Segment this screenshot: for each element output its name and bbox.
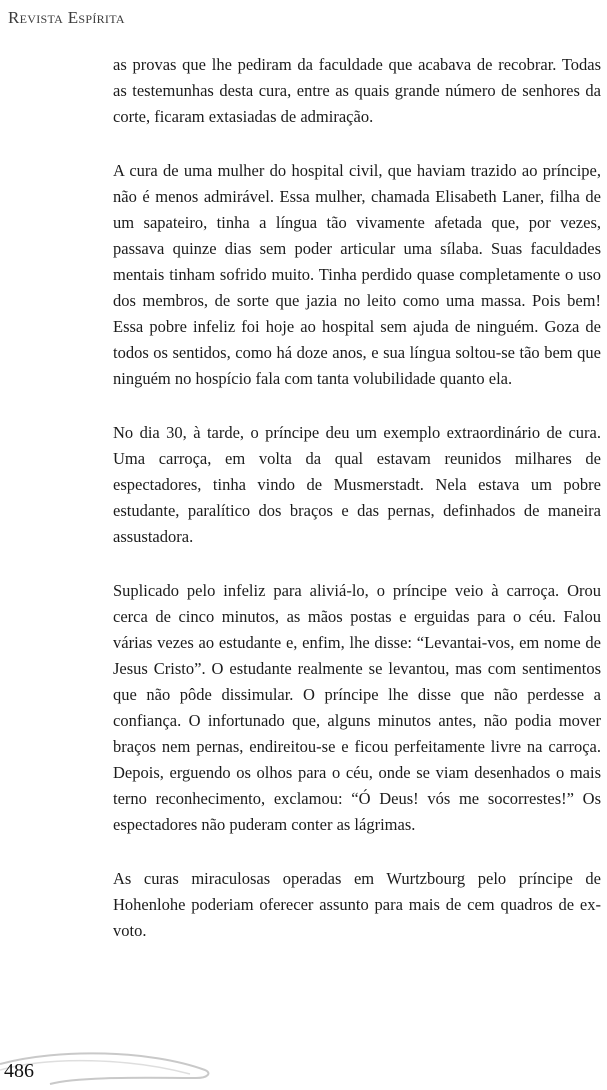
paragraph-5: As curas miraculosas operadas em Wurtzbourg pelo príncipe de Hohenlohe poderiam oferecer assunto para mais de cem quadros de ex-voto. <box>113 869 601 940</box>
paragraph-3: No dia 30, à tarde, o príncipe deu um exemplo extraordinário de cura. Uma carroça, em volta da qual estavam reunidos milhares de espectadores, tinha vindo de Musmerstadt. Nela estava um pobre estudante, paralítico dos braços e das pernas, definhados de maneira assustadora. <box>113 423 601 546</box>
running-header: Revista Espírita <box>8 8 125 27</box>
page-swoosh-ornament <box>0 1040 240 1090</box>
paragraph-2: A cura de uma mulher do hospital civil, que haviam trazido ao príncipe, não é menos admirável. Essa mulher, chamada Elisabeth Laner, filha de um sapateiro, tinha a língua tão vivamente afetada que, por vezes, passava quinze dias sem poder articular uma sílaba. Suas faculdades mentais tinham sofrido muito. Tinha perdido quase completamente o uso dos membros, de sorte que jazia no leito como uma massa. Pois bem! Essa pobre infeliz foi hoje ao hospital sem ajuda de ninguém. Goza de todos os sentidos, como há doze anos, e sua língua soltou-se tão bem que ninguém no hospício fala com tanta volubilidade quanto ela. <box>113 161 601 388</box>
paragraph-1: as provas que lhe pediram da faculdade que acabava de recobrar. Todas as testemunhas desta cura, entre as quais grande número de senhores da corte, ficaram extasiadas de admiração. <box>113 55 601 126</box>
paragraph-4: Suplicado pelo infeliz para aliviá-lo, o príncipe veio à carroça. Orou cerca de cinco minutos, as mãos postas e erguidas para o céu. Falou várias vezes ao estudante e, enfim, lhe disse: “Levantai-vos, em nome de Jesus Cristo”. O estudante realmente se levantou, mas com sentimentos que não pôde dissimular. O príncipe lhe disse que não perdesse a confiança. O infortunado que, alguns minutos antes, não podia mover braços nem pernas, endireitou-se e ficou perfeitamente livre na carroça. Depois, erguendo os olhos para o céu, onde se viam desenhados o mais terno reconhecimento, exclamou: “Ó Deus! vós me socorrestes!” Os espectadores não puderam conter as lágrimas. <box>113 581 601 834</box>
page-body <box>113 52 601 944</box>
page-number: 486 <box>4 1060 34 1082</box>
